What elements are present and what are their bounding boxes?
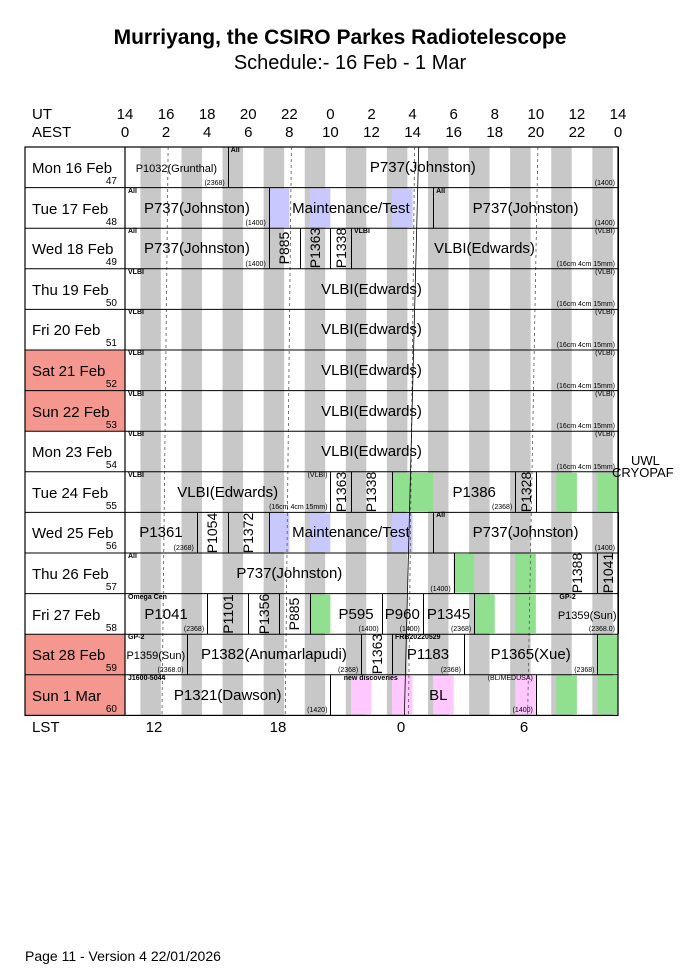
schedule-block <box>382 594 424 635</box>
block-label: VLBI(Edwards) <box>434 240 535 258</box>
block-label: P1041 <box>144 605 188 623</box>
aest-tick-label: 0 <box>613 124 623 141</box>
block-label: VLBI(Edwards) <box>321 443 422 461</box>
schedule-block <box>269 512 434 553</box>
day-name: Sun 22 Feb <box>32 403 110 421</box>
block-label: P1054 <box>204 512 221 553</box>
schedule-block <box>125 472 331 513</box>
schedule-block <box>351 228 619 269</box>
schedule-block <box>433 472 516 513</box>
block-label: P1338 <box>332 228 349 269</box>
day-label <box>25 147 125 187</box>
aest-tick-label: 16 <box>445 124 462 141</box>
block-label: P1101 <box>219 594 236 634</box>
block-note: (1400) <box>594 179 615 187</box>
block-label: P1363 <box>332 471 349 513</box>
ut-tick-label: 12 <box>568 106 586 123</box>
block-tag: All <box>436 187 446 195</box>
schedule-block <box>597 553 619 594</box>
ut-tick-label: 2 <box>367 106 376 123</box>
block-label: P1365(Xue) <box>490 646 571 664</box>
schedule-block <box>515 472 537 513</box>
block-tag: Omega Cen <box>128 593 167 601</box>
block-label: P1321(Dawson) <box>173 686 282 704</box>
block-note: (2368) <box>574 666 595 674</box>
ut-label: UT <box>32 106 52 123</box>
block-label: VLBI(Edwards) <box>321 321 422 339</box>
page-title: Murriyang, the CSIRO Parkes Radiotelescope <box>113 26 567 49</box>
day-name: Mon 23 Feb <box>32 444 113 462</box>
day-number: 50 <box>105 297 117 309</box>
schedule-block <box>361 634 393 675</box>
day-number: 56 <box>105 541 117 553</box>
block-tag: VLBI <box>128 431 144 439</box>
schedule-block <box>269 228 301 269</box>
day-label <box>25 391 125 431</box>
green-cell <box>597 676 618 715</box>
block-tag: VLBI <box>128 309 144 317</box>
day-number: 52 <box>105 379 117 390</box>
block-label: BL <box>429 686 448 704</box>
day-number: 59 <box>105 663 117 675</box>
schedule-block <box>125 675 331 716</box>
block-note: (1400) <box>358 626 379 634</box>
green-cell <box>515 554 536 593</box>
schedule-block <box>197 512 229 553</box>
schedule-block <box>125 350 619 391</box>
block-right-tag: (VLBI) <box>595 228 615 236</box>
block-label: P1372 <box>240 512 257 553</box>
lst-tick-label: 6 <box>519 719 529 736</box>
block-tag: All <box>128 553 137 560</box>
lst-label: LST <box>32 719 60 736</box>
schedule-block <box>207 594 249 635</box>
ut-tick-label: 4 <box>408 106 417 123</box>
block-tag: All <box>128 228 137 236</box>
block-tag: VLBI <box>128 471 144 479</box>
block-right-tag: (VLBI) <box>595 350 615 357</box>
block-note: (2368) <box>450 626 472 634</box>
block-note: (2368) <box>173 544 194 552</box>
block-label: P885 <box>276 232 293 265</box>
day-number: 57 <box>105 582 117 593</box>
schedule-block <box>125 188 270 229</box>
block-tag: VLBI <box>353 228 370 236</box>
schedule-block <box>423 594 475 635</box>
ut-tick-label: 20 <box>239 106 257 123</box>
day-number: 54 <box>105 460 117 472</box>
block-note: (1400) <box>245 260 266 268</box>
schedule-block <box>330 594 382 635</box>
day-name: Mon 16 Feb <box>32 160 113 177</box>
schedule-block <box>125 553 455 594</box>
day-number: 47 <box>105 176 117 187</box>
block-right-tag: (VLBI) <box>595 431 615 439</box>
block-note: (2368.0) <box>157 666 184 674</box>
schedule-block <box>125 431 619 472</box>
day-label <box>25 634 125 674</box>
block-tag: GP-2 <box>559 593 576 601</box>
ut-tick-label: 10 <box>527 106 545 123</box>
block-right-tag: (VLBI) <box>595 390 615 398</box>
schedule-block <box>341 675 537 716</box>
schedule-block <box>228 512 270 553</box>
block-note: (1400) <box>430 585 451 593</box>
block-right-tag: (VLBI) <box>595 309 615 317</box>
page-subtitle: Schedule:- 16 Feb - 1 Mar <box>233 52 467 74</box>
aest-tick-label: 12 <box>363 124 380 141</box>
block-note: (16cm 4cm 15mm) <box>556 341 615 349</box>
schedule-block <box>330 472 352 513</box>
cryopaf-note: CRYOPAF <box>612 465 674 480</box>
aest-tick-label: 2 <box>161 124 171 141</box>
block-note: (2368) <box>440 666 461 674</box>
schedule-block <box>125 147 229 188</box>
green-cell <box>392 473 433 512</box>
day-label <box>25 188 125 228</box>
block-label: P1363 <box>307 228 323 269</box>
schedule-block <box>125 309 619 350</box>
block-label: VLBI(Edwards) <box>321 280 422 298</box>
block-tag: All <box>436 512 446 520</box>
uwl-note: UWL <box>631 453 660 468</box>
block-note: (16cm 4cm 15mm) <box>269 504 328 512</box>
day-number: 51 <box>105 338 117 350</box>
block-label: P1041 <box>599 553 616 594</box>
block-note: (2368) <box>204 179 225 187</box>
schedule-block <box>125 391 619 432</box>
day-name: Thu 26 Feb <box>32 566 109 583</box>
block-note: (2368) <box>337 666 359 674</box>
block-note: (2368) <box>492 504 513 512</box>
block-label: P1032(Grunthal) <box>135 163 218 175</box>
schedule-block <box>248 594 280 635</box>
block-right-tag: (BL/MEDUSA) <box>487 674 533 682</box>
day-number: 58 <box>105 622 117 634</box>
day-number: 53 <box>105 419 117 431</box>
schedule-block <box>433 188 619 229</box>
block-label: P1363 <box>368 634 385 675</box>
day-name: Thu 19 Feb <box>32 281 109 299</box>
day-name: Tue 24 Feb <box>32 484 109 502</box>
block-note: (1400) <box>399 626 420 634</box>
block-note: (16cm 4cm 15mm) <box>556 463 615 471</box>
day-label <box>25 594 125 634</box>
page-footer: Page 11 - Version 4 22/01/2026 <box>25 948 221 964</box>
day-label <box>25 309 125 349</box>
block-note: (16cm 4cm 15mm) <box>556 423 615 431</box>
schedule-block <box>125 512 198 553</box>
green-cell <box>556 473 577 512</box>
block-label: P1386 <box>452 483 496 501</box>
schedule-block <box>125 594 208 635</box>
schedule-block <box>125 269 619 310</box>
day-name: Wed 18 Feb <box>32 241 114 259</box>
green-cell <box>556 676 577 715</box>
green-cell <box>474 595 495 634</box>
block-note: (1400) <box>245 220 266 228</box>
schedule-block <box>187 634 363 675</box>
block-label: P737(Johnston) <box>143 199 250 217</box>
block-label: P595 <box>338 605 374 623</box>
block-label: P1382(Anumarlapudi) <box>200 646 347 664</box>
aest-tick-label: 4 <box>202 124 212 141</box>
aest-tick-label: 14 <box>404 124 421 141</box>
day-name: Tue 17 Feb <box>32 200 109 218</box>
block-label: P737(Johnston) <box>236 565 343 582</box>
block-note: (2368.0) <box>588 626 615 634</box>
day-label <box>25 553 125 593</box>
lst-tick-label: 18 <box>269 719 287 736</box>
aest-label: AEST <box>32 124 72 141</box>
ut-tick-label: 16 <box>157 106 175 123</box>
ut-tick-label: 0 <box>326 106 335 123</box>
block-label: P960 <box>384 605 420 623</box>
green-cell <box>597 635 618 674</box>
schedule-block <box>330 228 352 269</box>
block-note: (1400) <box>594 220 615 228</box>
block-tag: VLBI <box>128 390 144 398</box>
day-label <box>25 512 125 552</box>
block-note: (1420) <box>307 707 328 715</box>
block-label: VLBI(Edwards) <box>177 483 279 501</box>
day-number: 55 <box>105 500 117 512</box>
schedule-block <box>300 228 332 269</box>
ut-tick-label: 14 <box>116 106 134 123</box>
block-note: (16cm 4cm 15mm) <box>556 260 615 268</box>
block-label: P885 <box>286 597 303 631</box>
block-tag: All <box>230 147 240 154</box>
block-right-tag: (VLBI) <box>595 268 615 276</box>
ut-tick-label: 8 <box>490 106 499 123</box>
block-label: VLBI(Edwards) <box>321 362 422 379</box>
schedule-block <box>556 553 598 594</box>
block-tag: All <box>128 187 137 195</box>
block-label: Maintenance/Test <box>292 524 410 542</box>
day-label <box>25 228 125 268</box>
ut-tick-label: 14 <box>609 106 627 123</box>
block-label: P1356 <box>255 593 272 635</box>
day-number: 48 <box>105 216 117 228</box>
ut-tick-label: 6 <box>449 106 458 123</box>
day-number: 49 <box>105 257 117 269</box>
aest-tick-label: 6 <box>244 124 253 141</box>
block-tag: J1600-5044 <box>128 674 166 682</box>
block-note: (2368) <box>183 626 205 634</box>
block-tag: FRB20220529 <box>395 634 441 642</box>
block-label: P737(Johnston) <box>143 240 250 258</box>
day-label <box>25 350 125 390</box>
block-note: (1400) <box>512 707 533 715</box>
block-tag: GP-2 <box>128 634 145 642</box>
block-right-tag: (VLBI) <box>307 471 328 479</box>
schedule-block <box>228 147 619 188</box>
aest-tick-label: 10 <box>322 124 339 141</box>
block-label: P1345 <box>426 605 471 623</box>
schedule-block <box>392 634 465 675</box>
block-note: (16cm 4cm 15mm) <box>556 382 615 390</box>
block-label: Maintenance/Test <box>292 199 410 217</box>
block-label: P1359(Sun) <box>557 609 617 622</box>
block-label: P1359(Sun) <box>126 650 186 663</box>
day-name: Wed 25 Feb <box>32 525 114 543</box>
green-cell <box>454 554 475 593</box>
lst-tick-label: 0 <box>396 719 406 736</box>
schedule-block <box>351 472 393 513</box>
block-label: P1361 <box>139 524 183 542</box>
block-label: P1338 <box>363 471 380 513</box>
day-name: Fri 20 Feb <box>32 322 101 340</box>
green-cell <box>310 595 331 634</box>
day-name: Fri 27 Feb <box>32 606 101 624</box>
day-name: Sun 1 Mar <box>32 687 102 705</box>
block-label: P737(Johnston) <box>369 159 476 176</box>
schedule-block <box>269 188 434 229</box>
block-label: P1388 <box>568 553 585 594</box>
aest-tick-label: 20 <box>527 124 545 141</box>
aest-tick-label: 8 <box>285 124 294 141</box>
block-label: P737(Johnston) <box>472 199 579 217</box>
block-label: P1183 <box>406 646 450 664</box>
block-tag: VLBI <box>128 268 144 276</box>
aest-tick-label: 0 <box>120 124 130 141</box>
block-note: (1400) <box>594 544 615 552</box>
day-label <box>25 472 125 512</box>
block-label: P1328 <box>517 471 534 513</box>
ut-tick-label: 18 <box>198 106 216 123</box>
aest-tick-label: 18 <box>486 124 504 141</box>
block-label: VLBI(Edwards) <box>321 402 422 420</box>
ut-tick-label: 22 <box>280 106 298 123</box>
green-cell <box>515 595 536 634</box>
day-name: Sat 28 Feb <box>32 647 106 665</box>
day-label <box>25 675 125 715</box>
schedule-block <box>279 594 311 635</box>
schedule-block <box>125 634 188 675</box>
block-tag: VLBI <box>128 350 144 357</box>
day-label <box>25 431 125 471</box>
day-number: 60 <box>105 703 117 715</box>
block-label: P737(Johnston) <box>472 524 579 542</box>
block-note: (16cm 4cm 15mm) <box>556 301 615 309</box>
schedule-block <box>433 512 619 553</box>
day-name: Sat 21 Feb <box>32 363 106 380</box>
block-tag: new discoveries <box>343 674 398 682</box>
day-label <box>25 269 125 309</box>
aest-tick-label: 22 <box>568 124 586 141</box>
lst-tick-label: 12 <box>145 719 163 736</box>
schedule-block <box>464 634 599 675</box>
schedule-block <box>125 228 270 269</box>
schedule-block <box>556 594 619 635</box>
